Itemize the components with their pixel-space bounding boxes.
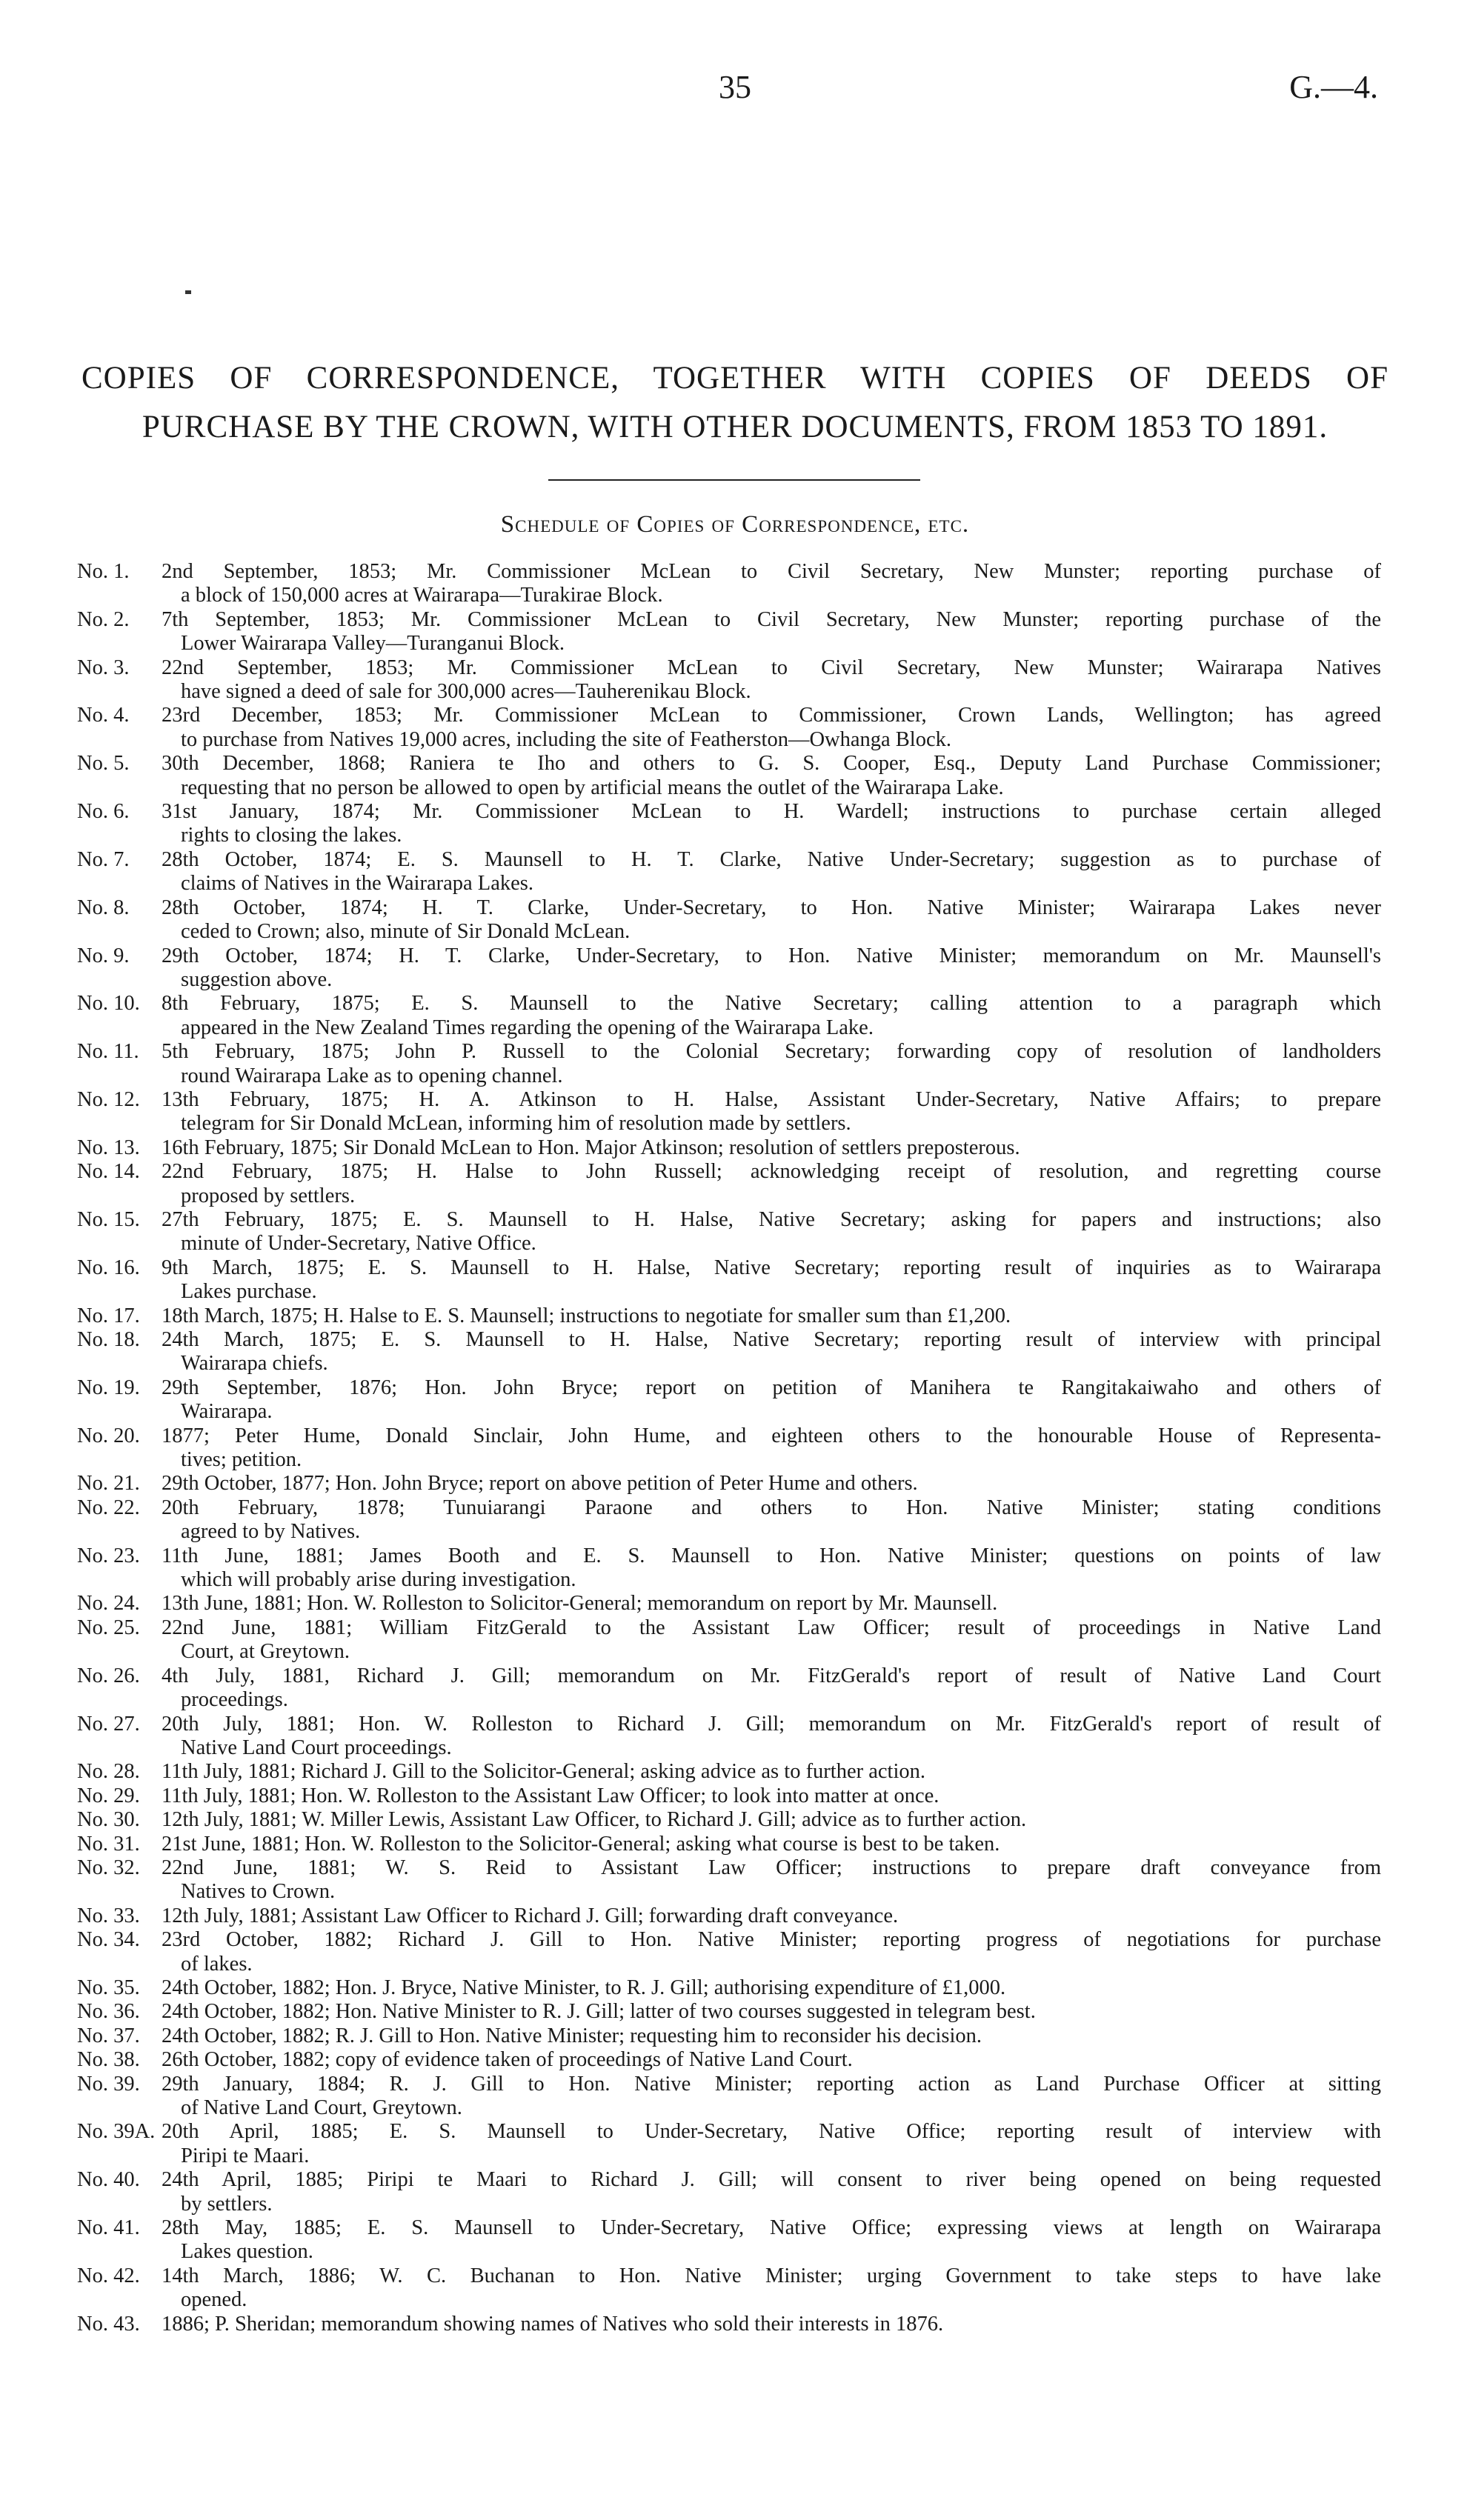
- entry-number: No. 35.: [77, 1976, 140, 1999]
- schedule-entry: [77, 2264, 1381, 2313]
- schedule-entry: [77, 1304, 1381, 1328]
- entry-continuation-line: Court, at Greytown.: [181, 1640, 350, 1664]
- entry-text: [162, 1784, 1381, 1808]
- entry-line: 20th April, 1885; E. S. Maunsell to Under-Secretary, Native Office; reporting result of interview with: [162, 2120, 1381, 2144]
- entry-text: [162, 1664, 1381, 1713]
- entry-line: 18th March, 1875; H. Halse to E. S. Maunsell; instructions to negotiate for smaller sum than £1,200.: [162, 1304, 1011, 1327]
- entry-continuation-line: appeared in the New Zealand Times regarding the opening of the Wairarapa Lake.: [181, 1016, 874, 1039]
- schedule-entry: [77, 2313, 1381, 2336]
- entry-line: 11th June, 1881; James Booth and E. S. Maunsell to Hon. Native Minister; questions on points of law: [162, 1544, 1381, 1567]
- entry-number: No. 18.: [77, 1328, 140, 1351]
- entry-number: No. 38.: [77, 2048, 140, 2072]
- entry-number: No. 1.: [77, 560, 130, 583]
- entry-number: No. 23.: [77, 1544, 140, 1567]
- schedule-entry: [77, 1808, 1381, 1832]
- schedule-entry: [77, 1784, 1381, 1808]
- schedule-entry: [77, 1136, 1381, 1160]
- entry-continuation-line: agreed to by Natives.: [181, 1520, 361, 1544]
- entry-line: 9th March, 1875; E. S. Maunsell to H. Halse, Native Secretary; reporting result of inquiries as to Wairarapa: [162, 1256, 1381, 1279]
- entry-line: 1877; Peter Hume, Donald Sinclair, John Hume, and eighteen others to the honourable House of Representa-: [162, 1424, 1381, 1447]
- page-number: 35: [719, 69, 751, 105]
- schedule-entry: [77, 1664, 1381, 1713]
- schedule-entry: [77, 848, 1381, 896]
- entry-number: No. 12.: [77, 1087, 140, 1111]
- entry-line: 24th March, 1875; E. S. Maunsell to H. Halse, Native Secretary; reporting result of interview with principal: [162, 1328, 1381, 1351]
- schedule-entry: [77, 2168, 1381, 2216]
- schedule-entry: [77, 1928, 1381, 1976]
- entry-number: No. 34.: [77, 1928, 140, 1952]
- entry-line: 20th February, 1878; Tunuiarangi Paraone and others to Hon. Native Minister; stating conditions: [162, 1496, 1381, 1519]
- entry-text: [162, 1136, 1381, 1160]
- entry-number: No. 42.: [77, 2264, 140, 2287]
- entry-text: [162, 608, 1381, 656]
- entry-line: 8th February, 1875; E. S. Maunsell to the Native Secretary; calling attention to a paragraph which: [162, 992, 1381, 1016]
- entry-number: No. 11.: [77, 1040, 139, 1064]
- entry-line: 23rd October, 1882; Richard J. Gill to Hon. Native Minister; reporting progress of negotiations for purchase: [162, 1928, 1381, 1952]
- schedule-entry: [77, 1760, 1381, 1784]
- entry-continuation-line: of Native Land Court, Greytown.: [181, 2096, 462, 2119]
- entry-text: [162, 2024, 1381, 2048]
- entry-number: No. 37.: [77, 2024, 140, 2047]
- entry-text: [162, 2313, 1381, 2336]
- schedule-entry: [77, 1376, 1381, 1424]
- entry-number: No. 36.: [77, 2000, 140, 2024]
- entry-text: [162, 752, 1381, 800]
- schedule-entry: [77, 1208, 1381, 1256]
- entry-number: No. 32.: [77, 1856, 140, 1879]
- entry-continuation-line: claims of Natives in the Wairarapa Lakes.: [181, 872, 533, 896]
- entry-text: [162, 1472, 1381, 1496]
- schedule-entry: [77, 1544, 1381, 1593]
- schedule-entry: [77, 752, 1381, 800]
- entry-text: [162, 848, 1381, 896]
- entry-number: No. 29.: [77, 1784, 140, 1807]
- entry-line: 29th October, 1874; H. T. Clarke, Under-Secretary, to Hon. Native Minister; memorandum on Mr. Maunsell's: [162, 944, 1381, 967]
- document-code: G.—4.: [1289, 69, 1378, 105]
- entry-line: 12th July, 1881; Assistant Law Officer to Richard J. Gill; forwarding draft conveyance.: [162, 1904, 899, 1927]
- entry-line: 24th October, 1882; Hon. J. Bryce, Native Minister, to R. J. Gill; authorising expenditure of £1,000.: [162, 1976, 1006, 1999]
- schedule-entry: [77, 1256, 1381, 1304]
- entry-line: 4th July, 1881, Richard J. Gill; memorandum on Mr. FitzGerald's report of result of Native Land Court: [162, 1664, 1381, 1687]
- entry-continuation-line: Natives to Crown.: [181, 1880, 336, 1904]
- entry-text: [162, 1592, 1381, 1616]
- entry-number: No. 7.: [77, 847, 130, 871]
- entry-continuation-line: Native Land Court proceedings.: [181, 1736, 452, 1759]
- entry-line: 11th July, 1881; Hon. W. Rolleston to the Assistant Law Officer; to look into matter at once.: [162, 1784, 939, 1807]
- entry-continuation-line: of lakes.: [181, 1952, 253, 1976]
- schedule-entry: [77, 2024, 1381, 2048]
- entry-continuation-line: minute of Under-Secretary, Native Office.: [181, 1232, 536, 1256]
- entry-number: No. 8.: [77, 896, 130, 919]
- schedule-entry: [77, 800, 1381, 848]
- entry-text: [162, 2216, 1381, 2264]
- entry-text: [162, 1713, 1381, 1761]
- entry-number: No. 31.: [77, 1832, 140, 1856]
- entry-line: 20th July, 1881; Hon. W. Rolleston to Richard J. Gill; memorandum on Mr. FitzGerald's report of result of: [162, 1712, 1381, 1736]
- ink-mark: [185, 290, 191, 294]
- entry-number: No. 39A.: [77, 2120, 156, 2144]
- entry-text: [162, 1856, 1381, 1904]
- entry-text: [162, 1976, 1381, 2000]
- entry-line: 13th June, 1881; Hon. W. Rolleston to Solicitor-General; memorandum on report by Mr. Maunsell.: [162, 1592, 998, 1616]
- entry-line: 28th October, 1874; E. S. Maunsell to H. T. Clarke, Native Under-Secretary; suggestion as to purchase of: [162, 847, 1381, 871]
- entry-continuation-line: round Wairarapa Lake as to opening channel.: [181, 1064, 563, 1087]
- entry-number: No. 2.: [77, 607, 130, 631]
- entry-text: [162, 1208, 1381, 1256]
- entry-number: No. 39.: [77, 2072, 140, 2096]
- entry-line: 27th February, 1875; E. S. Maunsell to H. Halse, Native Secretary; asking for papers and instructions; also: [162, 1207, 1381, 1231]
- schedule-entry: [77, 2073, 1381, 2121]
- entry-number: No. 33.: [77, 1904, 140, 1927]
- entry-number: No. 9.: [77, 944, 130, 967]
- entry-text: [162, 1304, 1381, 1328]
- entry-text: [162, 704, 1381, 752]
- entry-number: No. 17.: [77, 1304, 140, 1327]
- entry-number: No. 43.: [77, 2312, 140, 2336]
- entry-number: No. 24.: [77, 1592, 140, 1616]
- entry-text: [162, 560, 1381, 608]
- entry-text: [162, 1424, 1381, 1473]
- schedule-entry: [77, 2120, 1381, 2168]
- entry-line: 31st January, 1874; Mr. Commissioner McLean to H. Wardell; instructions to purchase certain alleged: [162, 800, 1381, 824]
- entry-line: 26th October, 1882; copy of evidence taken of proceedings of Native Land Court.: [162, 2048, 853, 2072]
- schedule-entry: [77, 2216, 1381, 2264]
- entry-text: [162, 944, 1381, 993]
- entry-text: [162, 1496, 1381, 1544]
- schedule-entry: [77, 1833, 1381, 1856]
- entry-line: 22nd June, 1881; W. S. Reid to Assistant Law Officer; instructions to prepare draft conveyance from: [162, 1856, 1381, 1879]
- schedule-entry: [77, 2000, 1381, 2024]
- schedule-list: [77, 560, 1381, 2336]
- entry-text: [162, 1808, 1381, 1832]
- entry-number: No. 3.: [77, 656, 130, 679]
- entry-line: 24th October, 1882; R. J. Gill to Hon. Native Minister; requesting him to reconsider his decision.: [162, 2024, 982, 2047]
- schedule-entry: [77, 896, 1381, 944]
- title-line-1: COPIES OF CORRESPONDENCE, TOGETHER WITH COPIES OF DEEDS OF: [82, 361, 1388, 396]
- entry-continuation-line: to purchase from Natives 19,000 acres, including the site of Featherston—Owhanga Block.: [181, 727, 951, 751]
- entry-text: [162, 1160, 1381, 1208]
- entry-continuation-line: requesting that no person be allowed to open by artificial means the outlet of the Wairarapa Lake.: [181, 776, 1004, 799]
- entry-continuation-line: Lakes question.: [181, 2240, 313, 2264]
- schedule-entry: [77, 1424, 1381, 1473]
- schedule-entry: [77, 2048, 1381, 2072]
- schedule-entry: [77, 1856, 1381, 1904]
- schedule-entry: [77, 704, 1381, 752]
- entry-text: [162, 1760, 1381, 1784]
- entry-text: [162, 1616, 1381, 1664]
- entry-number: No. 22.: [77, 1496, 140, 1519]
- entry-continuation-line: a block of 150,000 acres at Wairarapa—Turakirae Block.: [181, 584, 663, 607]
- entry-line: 22nd September, 1853; Mr. Commissioner McLean to Civil Secretary, New Munster; Wairarapa Natives: [162, 656, 1381, 679]
- entry-text: [162, 2168, 1381, 2216]
- schedule-entry: [77, 1496, 1381, 1544]
- entry-text: [162, 2073, 1381, 2121]
- entry-line: 29th January, 1884; R. J. Gill to Hon. Native Minister; reporting action as Land Purchase Officer at sitting: [162, 2072, 1381, 2096]
- entry-line: 24th April, 1885; Piripi te Maari to Richard J. Gill; will consent to river being opened on being requested: [162, 2168, 1381, 2192]
- entry-text: [162, 2048, 1381, 2072]
- entry-continuation-line: Wairarapa.: [181, 1400, 273, 1424]
- entry-text: [162, 1376, 1381, 1424]
- entry-text: [162, 1328, 1381, 1376]
- entry-line: 29th October, 1877; Hon. John Bryce; report on above petition of Peter Hume and others.: [162, 1472, 918, 1496]
- entry-number: No. 25.: [77, 1616, 140, 1639]
- entry-text: [162, 896, 1381, 944]
- entry-line: 22nd June, 1881; William FitzGerald to the Assistant Law Officer; result of proceedings in Native Land: [162, 1616, 1381, 1639]
- entry-line: 16th February, 1875; Sir Donald McLean to Hon. Major Atkinson; resolution of settlers preposterous.: [162, 1136, 1020, 1159]
- entry-number: No. 16.: [77, 1256, 140, 1279]
- entry-line: 29th September, 1876; Hon. John Bryce; report on petition of Manihera te Rangitakaiwaho and others of: [162, 1376, 1381, 1399]
- entry-line: 24th October, 1882; Hon. Native Minister to R. J. Gill; latter of two courses suggested in telegram best.: [162, 2000, 1036, 2024]
- entry-text: [162, 1088, 1381, 1136]
- schedule-entry: [77, 1328, 1381, 1376]
- entry-line: 21st June, 1881; Hon. W. Rolleston to the Solicitor-General; asking what course is best to be taken.: [162, 1832, 1000, 1856]
- entry-continuation-line: telegram for Sir Donald McLean, informing him of resolution made by settlers.: [181, 1112, 851, 1136]
- schedule-entry: [77, 1616, 1381, 1664]
- title-divider: [548, 479, 920, 481]
- entry-continuation-line: Wairarapa chiefs.: [181, 1352, 328, 1376]
- entry-continuation-line: Piripi te Maari.: [181, 2144, 310, 2167]
- entry-number: No. 14.: [77, 1160, 140, 1184]
- entry-line: 14th March, 1886; W. C. Buchanan to Hon. Native Minister; urging Government to take steps to have lake: [162, 2264, 1381, 2287]
- entry-line: 7th September, 1853; Mr. Commissioner McLean to Civil Secretary, New Munster; reporting purchase of the: [162, 607, 1381, 631]
- entry-text: [162, 656, 1381, 704]
- entry-text: [162, 2000, 1381, 2024]
- entry-continuation-line: ceded to Crown; also, minute of Sir Donald McLean.: [181, 920, 631, 944]
- schedule-entry: [77, 1040, 1381, 1088]
- entry-continuation-line: Lower Wairarapa Valley—Turanganui Block.: [181, 632, 565, 656]
- entry-number: No. 40.: [77, 2168, 140, 2192]
- entry-line: 5th February, 1875; John P. Russell to the Colonial Secretary; forwarding copy of resolution of landholders: [162, 1040, 1381, 1064]
- schedule-entry: [77, 1904, 1381, 1928]
- entry-continuation-line: suggestion above.: [181, 967, 333, 991]
- entry-number: No. 15.: [77, 1207, 140, 1231]
- entry-text: [162, 1040, 1381, 1088]
- entry-line: 13th February, 1875; H. A. Atkinson to H. Halse, Assistant Under-Secretary, Native Affairs; to prepare: [162, 1087, 1381, 1111]
- entry-number: No. 41.: [77, 2216, 140, 2240]
- entry-continuation-line: have signed a deed of sale for 300,000 acres—Tauherenikau Block.: [181, 680, 751, 704]
- entry-continuation-line: by settlers.: [181, 2192, 273, 2216]
- entry-line: 2nd September, 1853; Mr. Commissioner McLean to Civil Secretary, New Munster; reporting purchase of: [162, 560, 1381, 583]
- entry-line: 28th May, 1885; E. S. Maunsell to Under-Secretary, Native Office; expressing views at length on Wairarapa: [162, 2216, 1381, 2240]
- entry-continuation-line: proceedings.: [181, 1688, 288, 1712]
- entry-number: No. 26.: [77, 1664, 140, 1687]
- entry-text: [162, 1544, 1381, 1593]
- schedule-entry: [77, 1088, 1381, 1136]
- page-title: [82, 354, 1388, 452]
- entry-continuation-line: which will probably arise during investigation.: [181, 1568, 576, 1592]
- entry-number: No. 28.: [77, 1760, 140, 1784]
- schedule-entry: [77, 1160, 1381, 1208]
- entry-line: 22nd February, 1875; H. Halse to John Russell; acknowledging receipt of resolution, and regretting course: [162, 1160, 1381, 1184]
- schedule-entry: [77, 1713, 1381, 1761]
- entry-continuation-line: Lakes purchase.: [181, 1280, 317, 1304]
- entry-number: No. 13.: [77, 1136, 140, 1159]
- entry-line: 28th October, 1874; H. T. Clarke, Under-Secretary, to Hon. Native Minister; Wairarapa Lakes never: [162, 896, 1381, 919]
- entry-number: No. 19.: [77, 1376, 140, 1399]
- schedule-entry: [77, 1592, 1381, 1616]
- entry-number: No. 27.: [77, 1712, 140, 1736]
- entry-number: No. 10.: [77, 992, 140, 1016]
- entry-line: 12th July, 1881; W. Miller Lewis, Assistant Law Officer, to Richard J. Gill; advice as to further action.: [162, 1808, 1027, 1832]
- schedule-entry: [77, 1976, 1381, 2000]
- schedule-entry: [77, 560, 1381, 608]
- entry-text: [162, 1256, 1381, 1304]
- schedule-entry: [77, 944, 1381, 993]
- entry-text: [162, 1904, 1381, 1928]
- schedule-entry: [77, 656, 1381, 704]
- entry-text: [162, 2264, 1381, 2313]
- entry-text: [162, 1928, 1381, 1976]
- entry-text: [162, 992, 1381, 1040]
- schedule-entry: [77, 1472, 1381, 1496]
- entry-continuation-line: proposed by settlers.: [181, 1184, 356, 1207]
- entry-line: 30th December, 1868; Raniera te Iho and others to G. S. Cooper, Esq., Deputy Land Purchase Commissioner;: [162, 752, 1381, 776]
- schedule-entry: [77, 992, 1381, 1040]
- entry-line: 11th July, 1881; Richard J. Gill to the Solicitor-General; asking advice as to further action.: [162, 1760, 925, 1784]
- entry-number: No. 20.: [77, 1424, 140, 1447]
- entry-line: 1886; P. Sheridan; memorandum showing names of Natives who sold their interests in 1876.: [162, 2312, 944, 2336]
- entry-number: No. 4.: [77, 704, 130, 727]
- entry-number: No. 30.: [77, 1808, 140, 1832]
- title-line-2: PURCHASE BY THE CROWN, WITH OTHER DOCUMENTS, FROM 1853 TO 1891.: [142, 410, 1328, 444]
- entry-text: [162, 1833, 1381, 1856]
- entry-text: [162, 2120, 1381, 2168]
- entry-number: No. 5.: [77, 752, 130, 776]
- entry-line: 23rd December, 1853; Mr. Commissioner McLean to Commissioner, Crown Lands, Wellington; has agreed: [162, 704, 1381, 727]
- entry-number: No. 6.: [77, 800, 130, 824]
- entry-text: [162, 800, 1381, 848]
- entry-continuation-line: opened.: [181, 2288, 247, 2312]
- schedule-entry: [77, 608, 1381, 656]
- entry-number: No. 21.: [77, 1472, 140, 1496]
- entry-continuation-line: tives; petition.: [181, 1448, 302, 1472]
- schedule-heading: Schedule of Copies of Correspondence, etc.: [500, 511, 970, 538]
- entry-continuation-line: rights to closing the lakes.: [181, 824, 402, 847]
